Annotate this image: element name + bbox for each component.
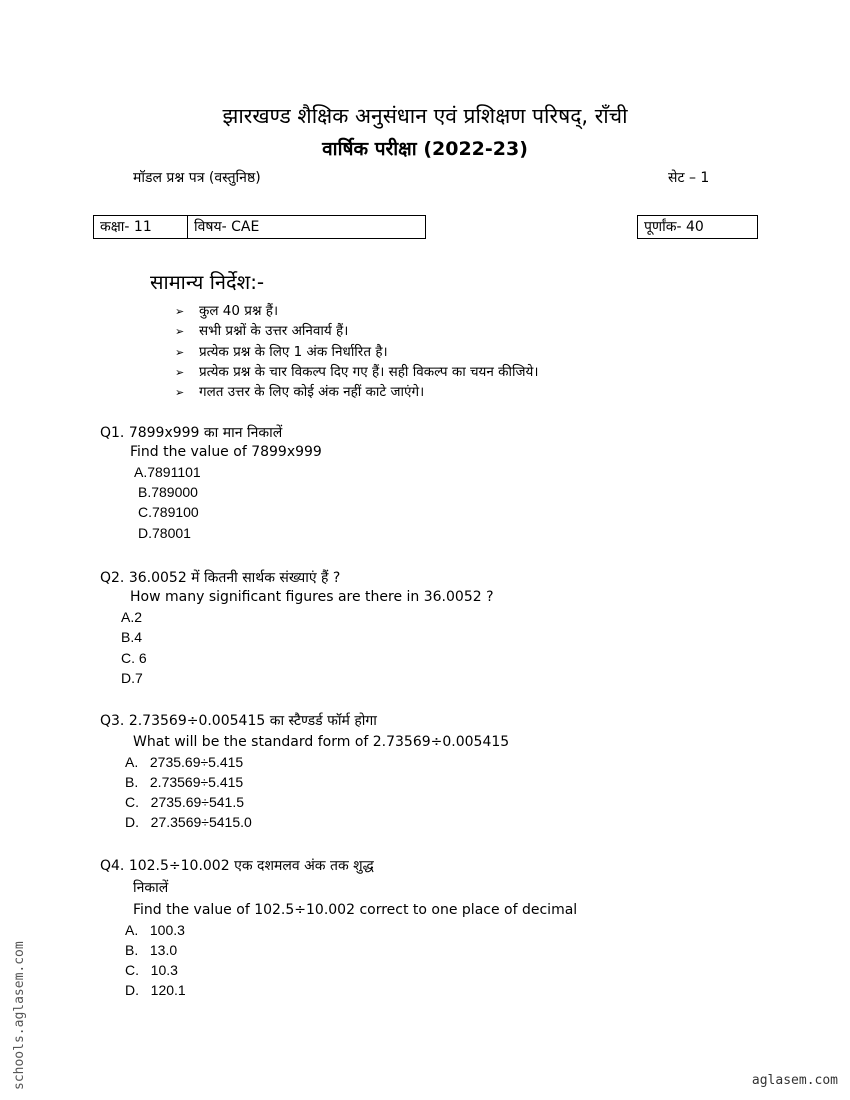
q1-option-a: A.7891101 — [134, 464, 201, 480]
instruction-item: ➢ कुल 40 प्रश्न हैं। — [175, 303, 279, 319]
class-cell: कक्षा- 11 — [93, 215, 188, 239]
q3-option-a: A. 2735.69÷5.415 — [125, 754, 244, 770]
paper-type: मॉडल प्रश्न पत्र (वस्तुनिष्ठ) — [133, 170, 261, 186]
instruction-item: ➢ प्रत्येक प्रश्न के लिए 1 अंक निर्धारित है। — [175, 344, 388, 360]
board-title: झारखण्ड शैक्षिक अनुसंधान एवं प्रशिक्षण परिषद्, राँची — [222, 104, 628, 128]
instruction-item: ➢ सभी प्रश्नों के उत्तर अनिवार्य हैं। — [175, 323, 349, 339]
q2-option-d: D.7 — [121, 670, 143, 686]
arrow-bullet-icon: ➢ — [175, 346, 185, 359]
question-4-hindi-cont: निकालें — [133, 880, 169, 896]
question-1-hindi: Q1. 7899x999 का मान निकालें — [100, 425, 283, 441]
question-1-english: Find the value of 7899x999 — [130, 444, 322, 460]
q1-option-b: B.789000 — [138, 484, 198, 500]
subject-cell: विषय- CAE — [187, 215, 426, 239]
question-2-hindi: Q2. 36.0052 में कितनी सार्थक संख्याएं हैं ? — [100, 570, 341, 586]
q2-option-b: B.4 — [121, 629, 143, 645]
instructions-heading: सामान्य निर्देश:- — [150, 270, 265, 294]
set-label: सेट – 1 — [668, 170, 710, 186]
q1-option-d: D.78001 — [138, 525, 191, 541]
instruction-item: ➢ प्रत्येक प्रश्न के चार विकल्प दिए गए हैं। सही विकल्प का चयन कीजिये। — [175, 364, 539, 380]
arrow-bullet-icon: ➢ — [175, 325, 185, 338]
q3-option-c: C. 2735.69÷541.5 — [125, 794, 244, 810]
q4-option-b: B. 13.0 — [125, 942, 178, 958]
full-marks-cell: पूर्णांक- 40 — [637, 215, 758, 239]
q1-option-c: C.789100 — [138, 504, 199, 520]
instruction-item: ➢ गलत उत्तर के लिए कोई अंक नहीं काटे जाएंगे। — [175, 384, 425, 400]
arrow-bullet-icon: ➢ — [175, 305, 185, 318]
q4-option-a: A. 100.3 — [125, 922, 185, 938]
q2-option-a: A.2 — [121, 609, 143, 625]
q2-option-c: C. 6 — [121, 650, 147, 666]
q3-option-b: B. 2.73569÷5.415 — [125, 774, 244, 790]
arrow-bullet-icon: ➢ — [175, 386, 185, 399]
question-4-english: Find the value of 102.5÷10.002 correct to one place of decimal — [133, 902, 578, 918]
arrow-bullet-icon: ➢ — [175, 366, 185, 379]
q4-option-c: C. 10.3 — [125, 962, 178, 978]
q4-option-d: D. 120.1 — [125, 982, 186, 998]
question-4-hindi: Q4. 102.5÷10.002 एक दशमलव अंक तक शुद्ध — [100, 858, 374, 874]
question-3-english: What will be the standard form of 2.73569÷0.005415 — [133, 734, 510, 750]
exam-title: वार्षिक परीक्षा (2022-23) — [322, 138, 528, 160]
question-2-english: How many significant figures are there in 36.0052 ? — [130, 589, 494, 605]
q3-option-d: D. 27.3569÷5415.0 — [125, 814, 252, 830]
question-3-hindi: Q3. 2.73569÷0.005415 का स्टैण्डर्ड फॉर्म होगा — [100, 713, 377, 729]
bottom-watermark: aglasem.com — [751, 1073, 838, 1088]
side-watermark: schools.aglasem.com — [12, 941, 27, 1090]
